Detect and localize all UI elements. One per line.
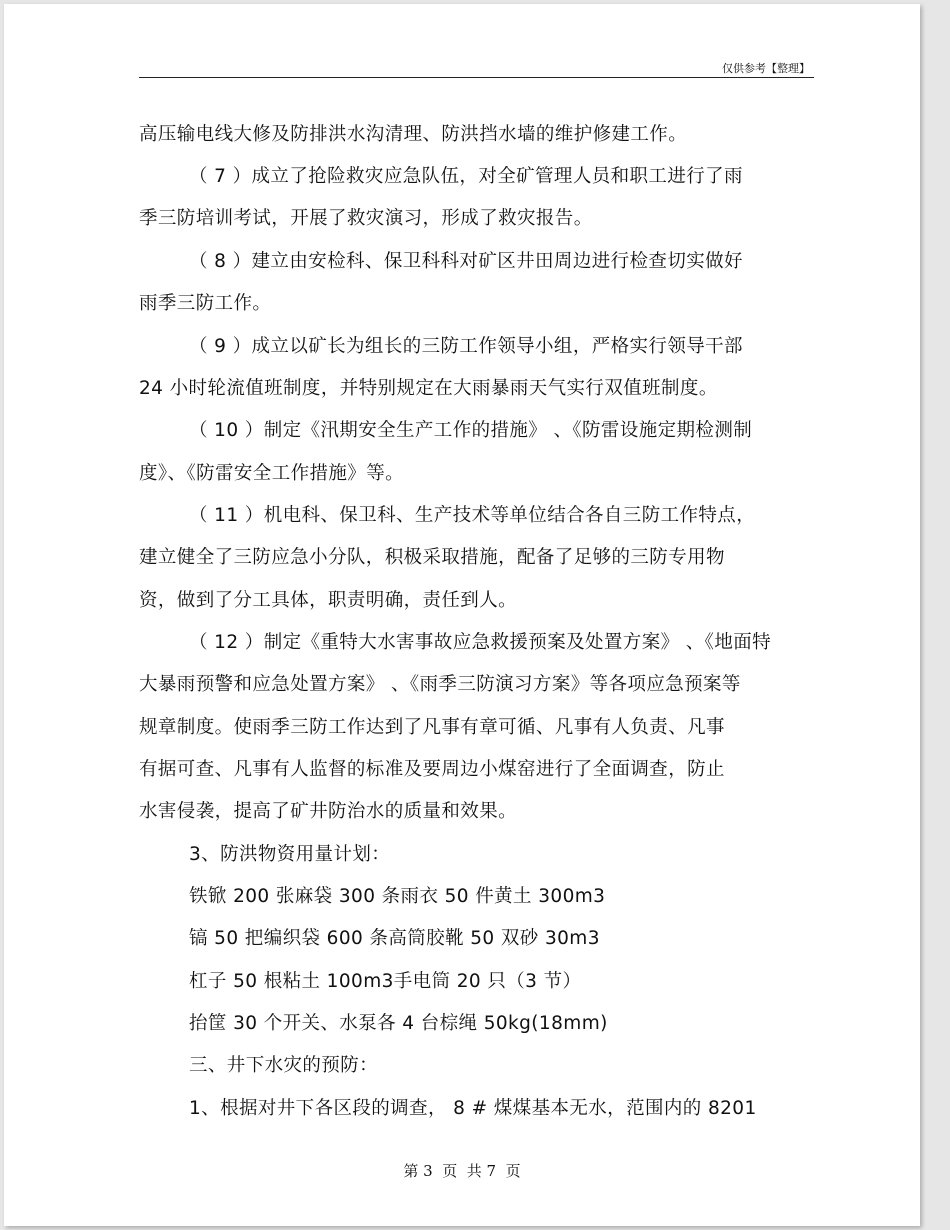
- materials-line: 杠子 50 根粘土 100m3手电筒 20 只（3 节）: [189, 971, 582, 992]
- body-line: 季三防培训考试，开展了救灾演习，形成了救灾报告。: [139, 208, 593, 229]
- body-line: （ 11 ）机电科、保卫科、生产技术等单位结合各自三防工作特点，: [189, 505, 756, 526]
- header-note: 仅供参考【整理】: [722, 62, 810, 75]
- header-rule: [139, 77, 814, 78]
- body-line: （ 7 ）成立了抢险救灾应急队伍，对全矿管理人员和职工进行了雨: [189, 166, 743, 187]
- body-line: （ 9 ）成立以矿长为组长的三防工作领导小组，严格实行领导干部: [189, 336, 743, 357]
- body-line: （ 8 ）建立由安检科、保卫科科对矿区井田周边进行检查切实做好: [189, 251, 743, 272]
- body-line: 3、防洪物资用量计划：: [189, 844, 391, 865]
- body-line: 雨季三防工作。: [139, 293, 272, 314]
- materials-line: 铁锨 200 张麻袋 300 条雨衣 50 件黄土 300m3: [189, 886, 606, 907]
- document-page: [4, 4, 920, 1226]
- body-line: 高压输电线大修及防排洪水沟清理、防洪挡水墙的维护修建工作。: [139, 124, 688, 145]
- section-heading: 三、井下水灾的预防：: [189, 1055, 379, 1076]
- page-number: 第 3 页 共 7 页: [403, 1162, 521, 1180]
- body-line: 大暴雨预警和应急处置方案》 、《雨季三防演习方案》等各项应急预案等: [139, 674, 741, 695]
- body-line: 1、根据对井下各区段的调查， 8 # 煤煤基本无水，范围内的 8201: [189, 1098, 757, 1119]
- body-line: 水害侵袭，提高了矿井防治水的质量和效果。: [139, 801, 518, 822]
- body-line: （ 12 ）制定《重特大水害事故应急救援预案及处置方案》 、《地面特: [189, 632, 772, 653]
- body-line: 24 小时轮流值班制度，并特别规定在大雨暴雨天气实行双值班制度。: [139, 378, 718, 399]
- materials-line: 抬筐 30 个开关、水泵各 4 台棕绳 50kg(18mm): [189, 1013, 608, 1034]
- body-line: （ 10 ）制定《汛期安全生产工作的措施》 、《防雷设施定期检测制: [189, 420, 753, 441]
- body-line: 规章制度。使雨季三防工作达到了凡事有章可循、凡事有人负责、凡事: [139, 717, 725, 738]
- body-line: 建立健全了三防应急小分队，积极采取措施，配备了足够的三防专用物: [139, 547, 725, 568]
- body-line: 资，做到了分工具体，职责明确，责任到人。: [139, 590, 518, 611]
- body-line: 度》、《防雷安全工作措施》等。: [139, 463, 405, 484]
- body-line: 有据可查、凡事有人监督的标准及要周边小煤窑进行了全面调查，防止: [139, 759, 725, 780]
- materials-line: 镐 50 把编织袋 600 条高筒胶靴 50 双砂 30m3: [189, 928, 600, 949]
